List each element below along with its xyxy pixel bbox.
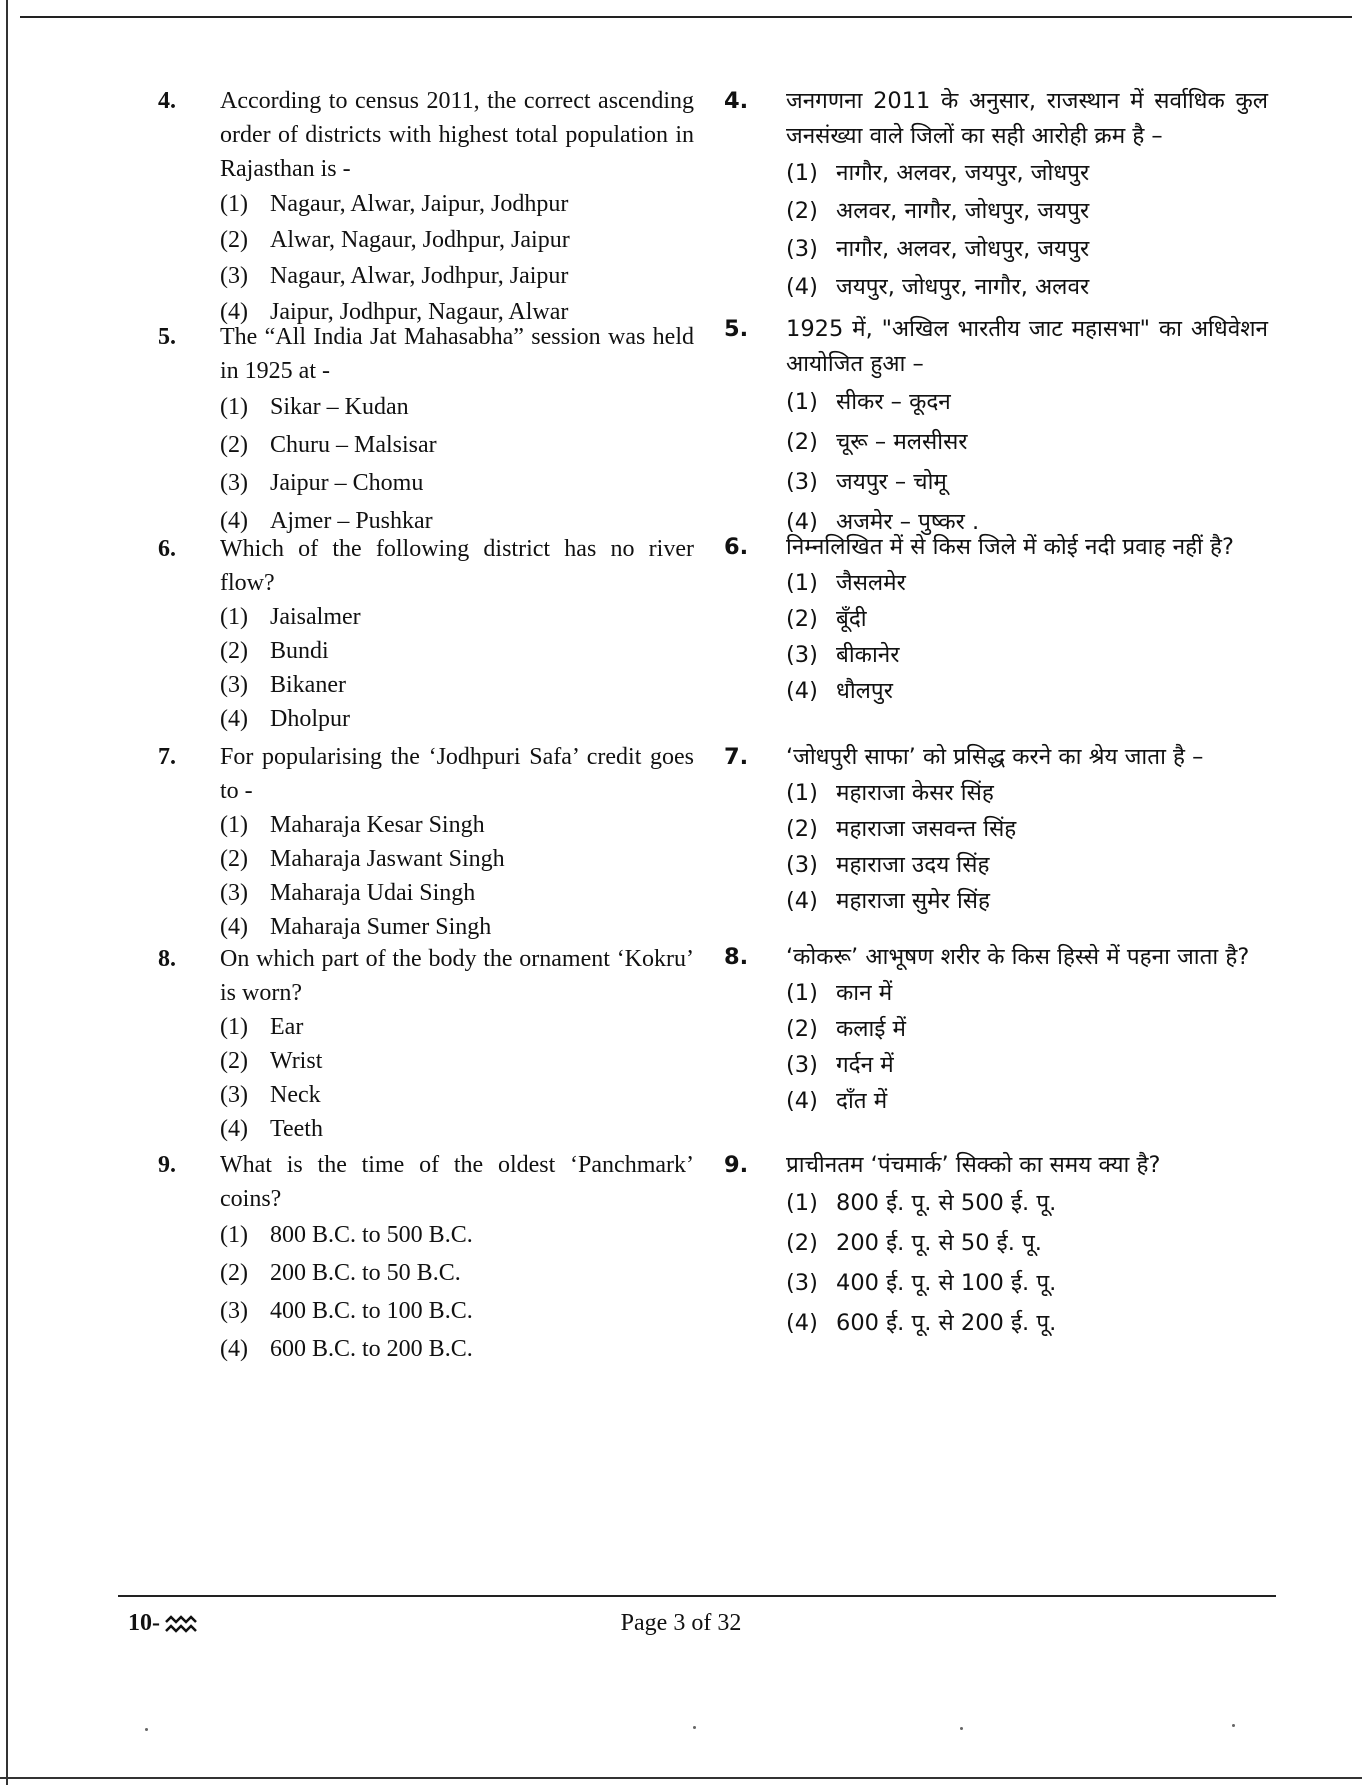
- option-text: कान में: [836, 980, 893, 1006]
- answer-option: [724, 673, 1268, 709]
- question-text: The “All India Jat Mahasabha” session was held in 1925 at -: [220, 324, 694, 384]
- option-label: (1): [786, 570, 818, 596]
- question-4: [158, 84, 694, 330]
- option-text: Alwar, Nagaur, Jodhpur, Jaipur: [270, 227, 570, 253]
- option-label: (3): [220, 880, 248, 906]
- option-label: (3): [786, 852, 818, 878]
- option-label: (1): [786, 1190, 818, 1216]
- question-text: What is the time of the oldest ‘Panchmark’ coins?: [220, 1152, 694, 1212]
- answer-option: [158, 842, 694, 876]
- question-text: प्राचीनतम ‘पंचमार्क’ सिक्को का समय क्या है?: [786, 1152, 1161, 1178]
- option-text: Maharaja Kesar Singh: [270, 812, 485, 838]
- option-label: (2): [786, 1016, 818, 1042]
- question-number: 5.: [724, 316, 749, 342]
- option-label: (4): [786, 274, 818, 300]
- option-text: जयपुर – चोमू: [836, 469, 947, 495]
- option-label: (4): [786, 678, 818, 704]
- answer-option: [158, 186, 694, 222]
- option-text: 600 ई. पू. से 200 ई. पू.: [836, 1310, 1057, 1336]
- answer-option: [724, 1303, 1268, 1343]
- question-7: [158, 740, 694, 944]
- question-5: [158, 320, 694, 540]
- option-label: (4): [220, 299, 248, 325]
- answer-option: [158, 910, 694, 944]
- question-4: [724, 84, 1268, 306]
- question-text: Which of the following district has no river flow?: [220, 536, 694, 596]
- scan-speck: [960, 1727, 963, 1730]
- answer-option: [724, 382, 1268, 422]
- question-8: [724, 940, 1268, 1119]
- answer-option: [724, 1263, 1268, 1303]
- option-text: अजमेर – पुष्कर .: [836, 509, 980, 535]
- option-label: (4): [220, 914, 248, 940]
- answer-option: [158, 668, 694, 702]
- answer-option: [724, 847, 1268, 883]
- option-text: Nagaur, Alwar, Jaipur, Jodhpur: [270, 191, 569, 217]
- option-text: Ajmer – Pushkar: [270, 508, 433, 534]
- option-label: (1): [786, 389, 818, 415]
- answer-option: [724, 1011, 1268, 1047]
- answer-option: [724, 422, 1268, 462]
- question-text: निम्नलिखित में से किस जिले में कोई नदी प्रवाह नहीं है?: [786, 534, 1234, 560]
- option-text: Neck: [270, 1082, 321, 1108]
- option-text: 800 ई. पू. से 500 ई. पू.: [836, 1190, 1057, 1216]
- option-text: जैसलमेर: [836, 570, 906, 596]
- question-9: [158, 1148, 694, 1368]
- question-text: For popularising the ‘Jodhpuri Safa’ credit goes to -: [220, 744, 694, 804]
- option-text: महाराजा सुमेर सिंह: [836, 888, 990, 914]
- answer-option: [724, 883, 1268, 919]
- answer-option: [724, 154, 1268, 192]
- option-text: 400 ई. पू. से 100 ई. पू.: [836, 1270, 1057, 1296]
- option-text: Maharaja Jaswant Singh: [270, 846, 505, 872]
- option-text: Dholpur: [270, 706, 350, 732]
- answer-option: [158, 808, 694, 842]
- answer-option: [158, 600, 694, 634]
- option-text: महाराजा जसवन्त सिंह: [836, 816, 1017, 842]
- option-label: (3): [220, 672, 248, 698]
- answer-option: [158, 222, 694, 258]
- option-label: (2): [220, 846, 248, 872]
- question-9: [724, 1148, 1268, 1343]
- option-label: (1): [220, 1222, 248, 1248]
- question-number: 7.: [158, 744, 176, 770]
- option-label: (1): [220, 191, 248, 217]
- option-label: (2): [786, 1230, 818, 1256]
- answer-option: [158, 1216, 694, 1254]
- answer-option: [724, 1047, 1268, 1083]
- option-label: (4): [786, 1310, 818, 1336]
- option-text: Jaipur, Jodhpur, Nagaur, Alwar: [270, 299, 569, 325]
- option-text: सीकर – कूदन: [836, 389, 951, 415]
- option-label: (3): [220, 1298, 248, 1324]
- answer-option: [724, 601, 1268, 637]
- question-number: 8.: [724, 944, 749, 970]
- answer-option: [724, 975, 1268, 1011]
- option-label: (2): [220, 1048, 248, 1074]
- question-number: 9.: [158, 1152, 176, 1178]
- option-text: महाराजा केसर सिंह: [836, 780, 994, 806]
- answer-option: [158, 1112, 694, 1146]
- question-6: [724, 530, 1268, 709]
- option-text: Wrist: [270, 1048, 323, 1074]
- option-text: कलाई में: [836, 1016, 907, 1042]
- question-text: According to census 2011, the correct ascending order of districts with highest total population in Rajasthan is -: [220, 88, 694, 182]
- option-label: (4): [220, 508, 248, 534]
- answer-option: [724, 192, 1268, 230]
- question-text: जनगणना 2011 के अनुसार, राजस्थान में सर्वाधिक कुल जनसंख्या वाले जिलों का सही आरोही क्रम है –: [786, 88, 1268, 149]
- question-number: 4.: [158, 88, 176, 114]
- option-label: (2): [220, 638, 248, 664]
- question-5: [724, 312, 1268, 542]
- scan-speck: [145, 1728, 148, 1731]
- option-text: गर्दन में: [836, 1052, 894, 1078]
- page-number: Page 3 of 32: [620, 1610, 742, 1636]
- option-label: (4): [220, 706, 248, 732]
- option-label: (3): [786, 236, 818, 262]
- option-text: बीकानेर: [836, 642, 900, 668]
- option-label: (2): [220, 1260, 248, 1286]
- option-label: (4): [786, 509, 818, 535]
- question-6: [158, 532, 694, 736]
- answer-option: [158, 426, 694, 464]
- answer-option: [724, 268, 1268, 306]
- option-label: (1): [220, 394, 248, 420]
- option-label: (2): [220, 432, 248, 458]
- question-number: 7.: [724, 744, 749, 770]
- option-text: Bikaner: [270, 672, 346, 698]
- question-text: ‘कोकरू’ आभूषण शरीर के किस हिस्से में पहना जाता है?: [786, 944, 1250, 970]
- option-text: Jaipur – Chomu: [270, 470, 424, 496]
- option-label: (2): [786, 606, 818, 632]
- page-edge-left: [6, 0, 8, 1785]
- option-label: (3): [220, 1082, 248, 1108]
- answer-option: [724, 1223, 1268, 1263]
- option-text: 400 B.C. to 100 B.C.: [270, 1298, 473, 1324]
- option-text: चूरू – मलसीसर: [836, 429, 968, 455]
- answer-option: [158, 1044, 694, 1078]
- option-label: (2): [786, 198, 818, 224]
- option-text: नागौर, अलवर, जोधपुर, जयपुर: [836, 236, 1090, 262]
- option-label: (1): [786, 980, 818, 1006]
- answer-option: [158, 702, 694, 736]
- option-text: 200 ई. पू. से 50 ई. पू.: [836, 1230, 1042, 1256]
- option-label: (1): [786, 160, 818, 186]
- option-text: नागौर, अलवर, जयपुर, जोधपुर: [836, 160, 1090, 186]
- answer-option: [158, 1292, 694, 1330]
- answer-option: [158, 1078, 694, 1112]
- option-label: (3): [220, 470, 248, 496]
- option-label: (4): [786, 888, 818, 914]
- answer-option: [724, 811, 1268, 847]
- question-7: [724, 740, 1268, 919]
- option-text: Ear: [270, 1014, 304, 1040]
- option-label: (1): [220, 604, 248, 630]
- option-label: (4): [220, 1336, 248, 1362]
- answer-option: [724, 565, 1268, 601]
- answer-option: [158, 1330, 694, 1368]
- option-label: (3): [786, 1052, 818, 1078]
- answer-option: [158, 876, 694, 910]
- option-text: Nagaur, Alwar, Jodhpur, Jaipur: [270, 263, 569, 289]
- option-text: जयपुर, जोधपुर, नागौर, अलवर: [836, 274, 1090, 300]
- question-8: [158, 942, 694, 1146]
- footer-rule: [118, 1595, 1276, 1597]
- option-text: Churu – Malsisar: [270, 432, 437, 458]
- answer-option: [158, 258, 694, 294]
- option-text: Maharaja Sumer Singh: [270, 914, 492, 940]
- option-text: बूँदी: [836, 606, 867, 632]
- answer-option: [724, 462, 1268, 502]
- option-text: Teeth: [270, 1116, 323, 1142]
- scan-speck: [1232, 1724, 1235, 1727]
- question-number: 6.: [158, 536, 176, 562]
- answer-option: [724, 1183, 1268, 1223]
- option-label: (1): [220, 1014, 248, 1040]
- option-text: Bundi: [270, 638, 329, 664]
- option-label: (4): [220, 1116, 248, 1142]
- answer-option: [158, 1254, 694, 1292]
- option-text: धौलपुर: [836, 678, 893, 704]
- option-label: (1): [786, 780, 818, 806]
- question-number: 9.: [724, 1152, 749, 1178]
- option-label: (3): [786, 469, 818, 495]
- option-text: 600 B.C. to 200 B.C.: [270, 1336, 473, 1362]
- option-label: (2): [220, 227, 248, 253]
- question-number: 8.: [158, 946, 176, 972]
- question-number: 5.: [158, 324, 176, 350]
- option-text: 200 B.C. to 50 B.C.: [270, 1260, 461, 1286]
- page-edge-bottom: [0, 1777, 1362, 1779]
- option-label: (3): [786, 1270, 818, 1296]
- question-text: ‘जोधपुरी साफा’ को प्रसिद्ध करने का श्रेय जाता है –: [786, 744, 1204, 770]
- option-text: 800 B.C. to 500 B.C.: [270, 1222, 473, 1248]
- question-text: On which part of the body the ornament ‘Kokru’ is worn?: [220, 946, 694, 1006]
- answer-option: [158, 634, 694, 668]
- booklet-code-number: 10-: [128, 1610, 160, 1636]
- answer-option: [724, 637, 1268, 673]
- option-text: दाँत में: [836, 1088, 888, 1114]
- answer-option: [158, 464, 694, 502]
- question-number: 4.: [724, 88, 749, 114]
- option-label: (3): [786, 642, 818, 668]
- option-text: अलवर, नागौर, जोधपुर, जयपुर: [836, 198, 1090, 224]
- answer-option: [158, 1010, 694, 1044]
- option-label: (2): [786, 429, 818, 455]
- top-rule: [20, 16, 1352, 18]
- answer-option: [158, 388, 694, 426]
- scan-speck: [693, 1726, 696, 1729]
- question-number: 6.: [724, 534, 749, 560]
- option-label: (3): [220, 263, 248, 289]
- option-label: (2): [786, 816, 818, 842]
- answer-option: [724, 230, 1268, 268]
- option-text: Sikar – Kudan: [270, 394, 409, 420]
- option-label: (4): [786, 1088, 818, 1114]
- option-text: Maharaja Udai Singh: [270, 880, 476, 906]
- option-text: महाराजा उदय सिंह: [836, 852, 990, 878]
- answer-option: [724, 775, 1268, 811]
- option-text: Jaisalmer: [270, 604, 361, 630]
- answer-option: [724, 1083, 1268, 1119]
- question-text: 1925 में, "अखिल भारतीय जाट महासभा" का अधिवेशन आयोजित हुआ –: [786, 316, 1268, 377]
- option-label: (1): [220, 812, 248, 838]
